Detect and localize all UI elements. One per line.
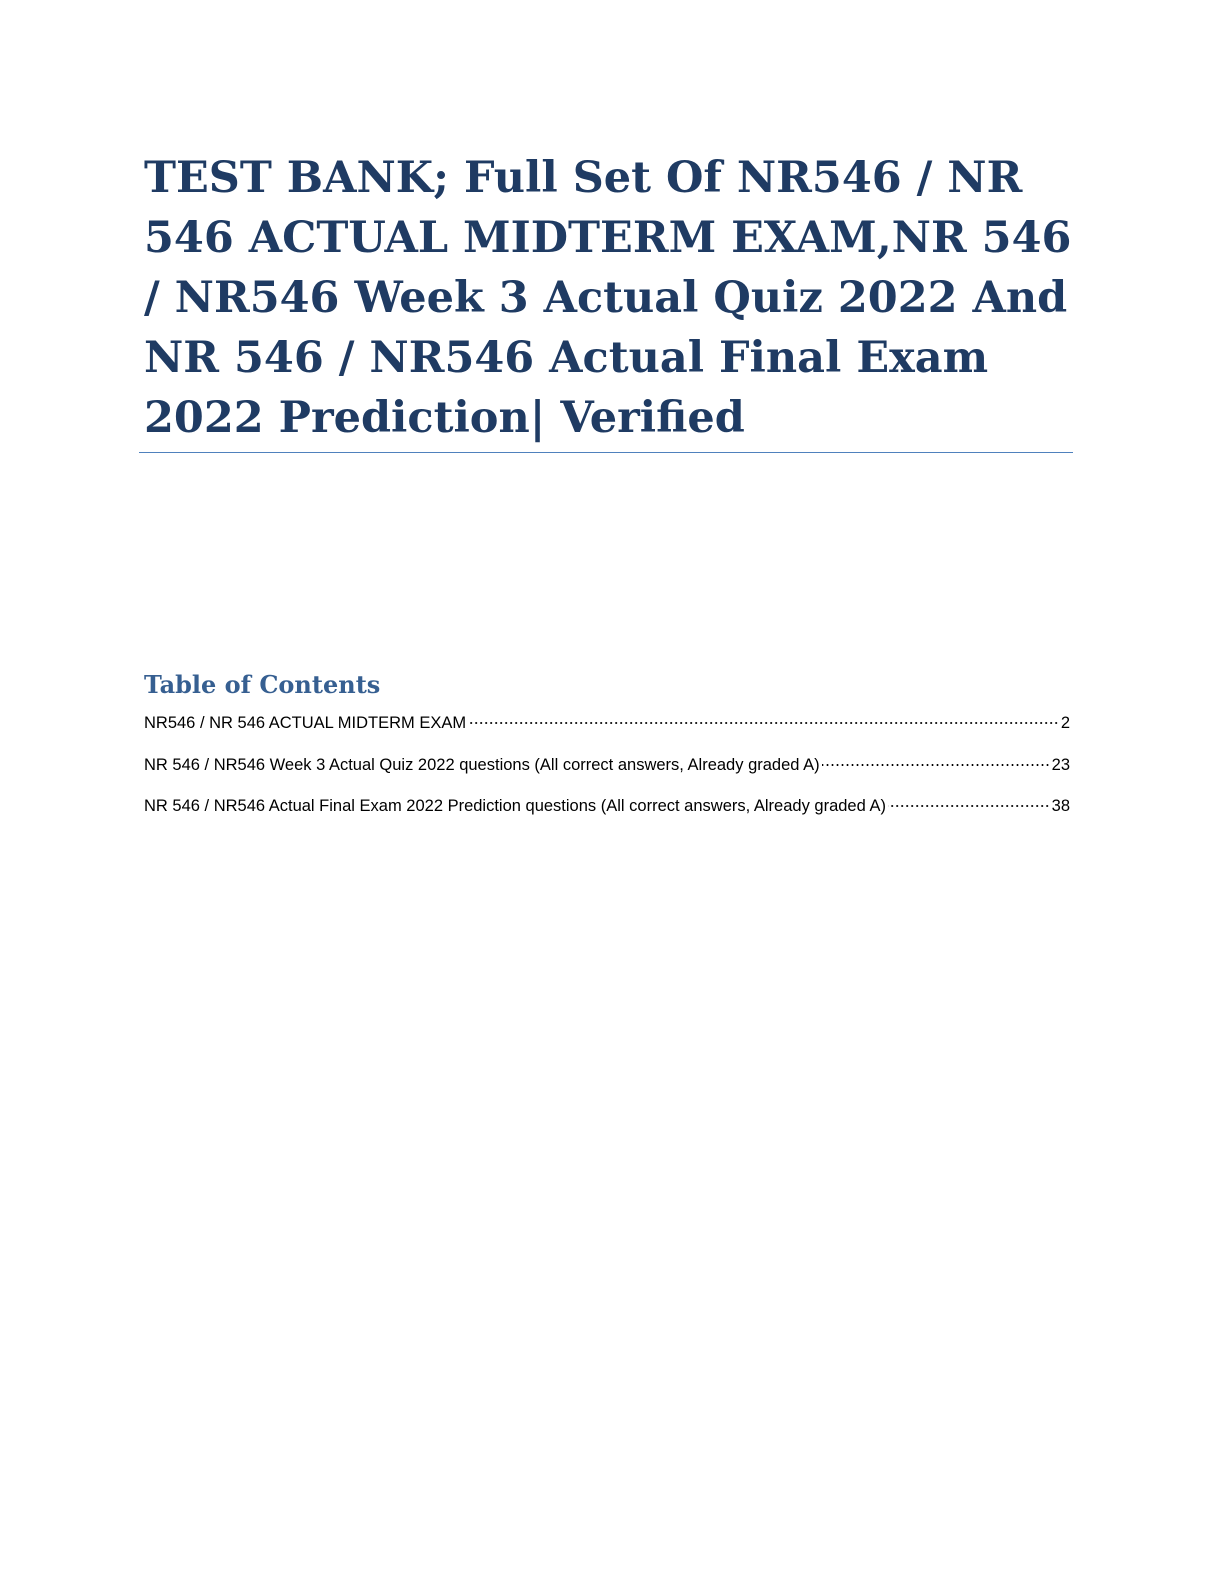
title-underline-rule [139, 452, 1073, 453]
toc-entry-page-number[interactable]: 2 [1060, 714, 1070, 732]
title-block [144, 148, 1074, 448]
toc-list [144, 712, 1070, 817]
toc-dot-leader [822, 764, 1050, 766]
toc-entry-week3-quiz[interactable] [144, 754, 1070, 776]
toc-entry-midterm[interactable] [144, 712, 1070, 734]
toc-entry-text[interactable]: NR 546 / NR546 Week 3 Actual Quiz 2022 questions (All correct answers, Already graded A) [144, 755, 820, 774]
toc-entry-text[interactable]: NR 546 / NR546 Actual Final Exam 2022 Prediction questions (All correct answers, Already graded A) [144, 797, 886, 815]
toc-heading: Table of Contents [144, 670, 381, 699]
toc-dot-leader [888, 805, 1050, 807]
toc-dot-leader [468, 722, 1059, 724]
document-title: TEST BANK; Full Set Of NR546 / NR 546 ACTUAL MIDTERM EXAM,NR 546 / NR546 Week 3 Actual Quiz 2022 And NR 546 / NR546 Actual Final Exam 2022 Prediction| Verified [144, 153, 1072, 443]
table-of-contents [144, 668, 1070, 837]
toc-entry-final-exam[interactable] [144, 795, 1070, 817]
toc-entry-text[interactable]: NR546 / NR 546 ACTUAL MIDTERM EXAM [144, 714, 467, 732]
toc-entry-page-number[interactable]: 23 [1051, 755, 1070, 774]
toc-entry-page-number[interactable]: 38 [1051, 797, 1070, 815]
